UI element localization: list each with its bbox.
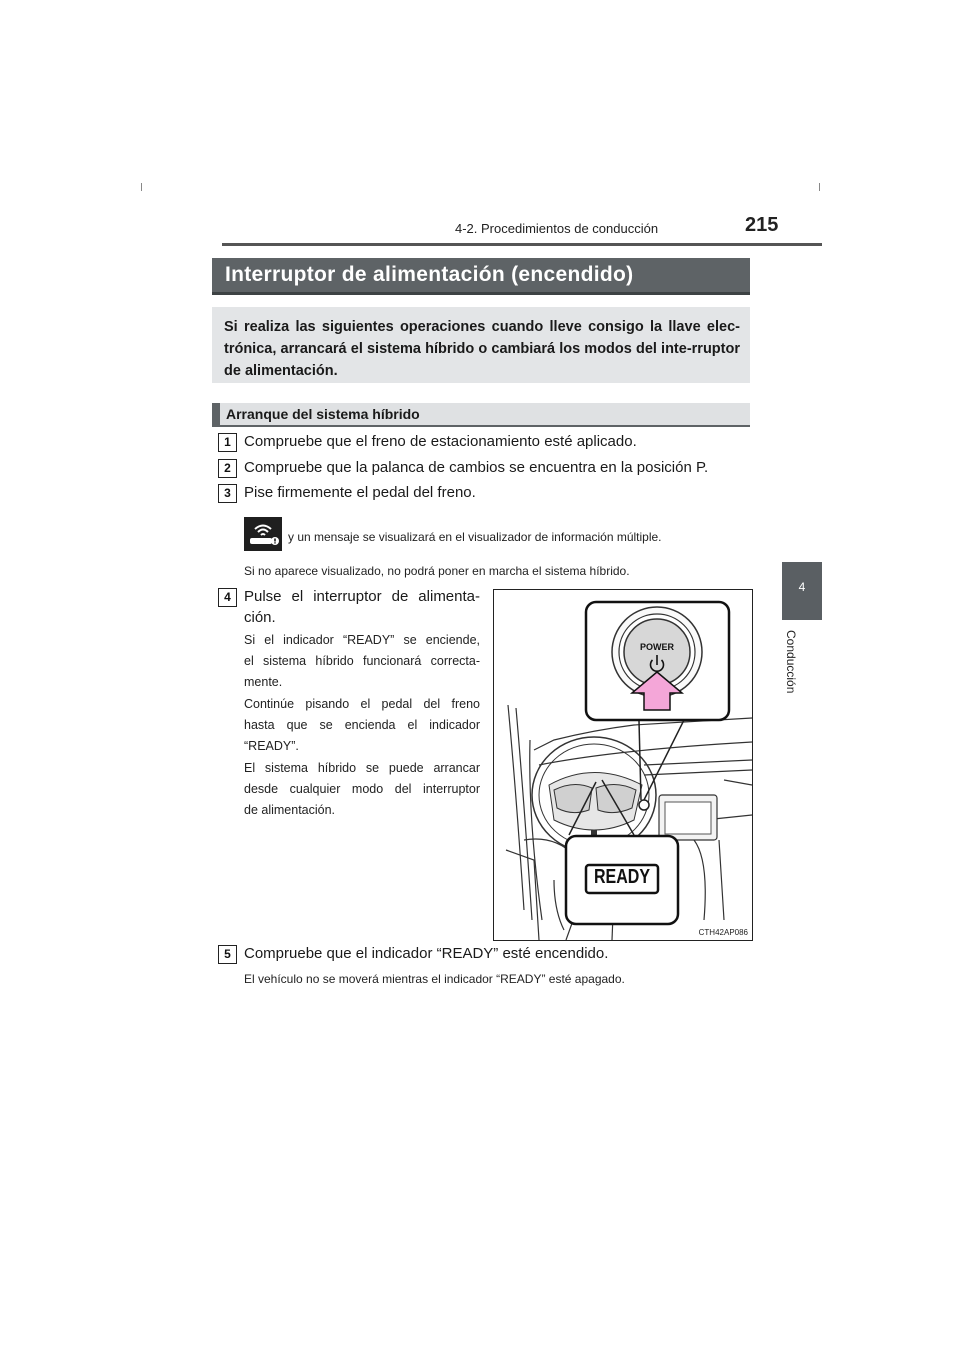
icon-description: y un mensaje se visualizará en el visualizador de información múltiple. <box>288 530 662 544</box>
note-line: Continúe pisando el pedal del freno <box>244 697 480 711</box>
note-line: desde cualquier modo del interruptor <box>244 782 480 796</box>
note-line: Si el indicador “READY” se enciende, <box>244 633 480 647</box>
step-number: 1 <box>218 433 237 452</box>
ready-label: READY <box>593 866 650 888</box>
brake-warning-icon <box>244 517 282 551</box>
note-line: el sistema híbrido funcionará correcta- <box>244 654 480 668</box>
step-note: El vehículo no se moverá mientras el indicador “READY” esté apagado. <box>244 972 625 986</box>
figure-code: CTH42AP086 <box>698 928 748 937</box>
subsection-marker <box>212 403 220 427</box>
step-number: 2 <box>218 459 237 478</box>
step-text: Compruebe que el indicador “READY” esté encendido. <box>244 945 609 962</box>
power-switch-figure <box>493 589 753 941</box>
chapter-label <box>786 630 804 705</box>
note-line: mente. <box>244 675 283 689</box>
step-number: 5 <box>218 945 237 964</box>
step-text: Compruebe que la palanca de cambios se encuentra en la posición P. <box>244 459 709 476</box>
note-line: de alimentación. <box>244 803 336 817</box>
power-label: POWER <box>639 642 674 652</box>
intro-text: Si realiza las siguientes operaciones cuando lleve consigo la llave elec-trónica, arrancará el sistema híbrido o cambiará los modos del inte-rruptor de alimentación. <box>224 319 740 379</box>
note-line: El sistema híbrido se puede arrancar <box>244 761 480 775</box>
step-text-line: ción. <box>244 609 276 626</box>
note-line: “READY”. <box>244 739 299 753</box>
step-number: 4 <box>218 588 237 607</box>
note-line: hasta que se encienda el indicador <box>244 718 480 732</box>
page-number: 215 <box>745 214 779 236</box>
subsection-bar <box>212 403 750 427</box>
intro-box <box>212 307 750 383</box>
step-note <box>244 758 480 821</box>
crop-mark <box>819 183 820 191</box>
header-rule <box>222 243 822 246</box>
chapter-number: 4 <box>798 580 806 594</box>
step-text: Pise firmemente el pedal del freno. <box>244 484 476 501</box>
step-text: Compruebe que el freno de estacionamiento esté aplicado. <box>244 433 637 450</box>
crop-mark <box>141 183 142 191</box>
chapter-label-text: Conducción <box>784 630 798 694</box>
step-text-line: Pulse el interruptor de alimenta- <box>244 588 480 605</box>
step-note: Si no aparece visualizado, no podrá poner en marcha el sistema híbrido. <box>244 564 630 578</box>
step-number: 3 <box>218 484 237 503</box>
step-note <box>244 630 480 693</box>
step-note <box>244 694 480 757</box>
subsection-title: Arranque del sistema híbrido <box>226 406 420 422</box>
section-title-bar <box>212 258 750 295</box>
section-title: Interruptor de alimentación (encendido) <box>225 263 634 286</box>
section-path: 4-2. Procedimientos de conducción <box>455 221 659 236</box>
